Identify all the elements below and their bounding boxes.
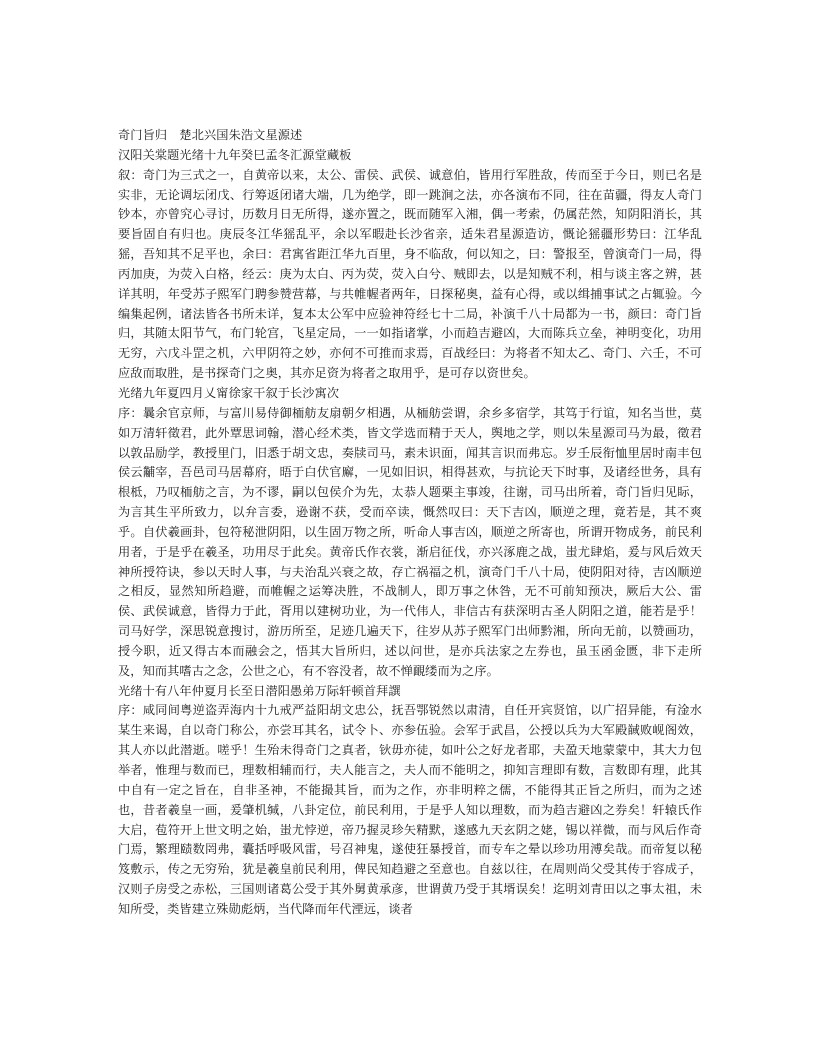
signature-line-guangxu-9: 光绪九年夏四月乂甯徐家干叙于长沙寓次 <box>118 385 340 400</box>
document-text-body <box>118 126 702 920</box>
preface-xu-third-paragraph: 序：咸同间粤逆盗弄海内十九戒严益阳胡文忠公，抚吾鄂锐然以肃清，自任开宾贤馆，以广招异能，有淦水某生来谒，自以奇门称公，亦尝耳其名，试令卜、亦参伍验。会军于武昌，公授以兵为大军殿馘败岘阁效，其人亦以此潜逝。嗟乎！生殆未得奇门之真者，钬毋亦徒，如叶公之好龙者耶，夫盈天地蒙蒙中，其大力包举者，惟理与数而已，理数相辅而行，夫人能言之，夫人而不能明之，抑知言理即有数，言数即有理，此其中自有一定之旨在，自非圣神，不能撮其旨，而为之作，亦非明粹之儒，不能得其正旨之所归，而为之述也，昔者羲皇一画，爰肇机缄，八卦定位，前民利用，于是乎人知以理数，而为趋吉避凶之券矣！轩辕氏作大启，苞符开上世文明之始，蚩尤悖逆，帝乃握灵珍矢精默，遂感九天玄阴之姥，锡以祥微，而与风后作奇门焉，繁理赜数罔弗，囊括呼吸风雷，号召神鬼，遂使狂暴授首，而专车之晕以珍功用溥矣哉。而帝复以秘笈敷示，传之无穷殆，犹是羲皇前民利用，俾民知趋避之至意也。自兹以往，在周则尚父受其传于容成子，汉则子房受之赤松，三国则诸葛公受于其外舅黄承彦，世谓黄乃受于其壻误矣！迄明刘青田以之事太祖，未知所受，类皆建立殊勋彪炳，当代降而年代湮远，谈者 <box>118 703 702 916</box>
preface-xu-paragraph: 叙：奇门为三式之一，自黄帝以来，太公、雷侯、武侯、诚意伯，皆用行军胜敌，传而至于今日，则已名是实非，无论调坛闭戊、行筹返闭诸大端，几为绝学，即一跳涧之法，亦各演布不同，往在苗疆，得友人奇门钞本，亦曾究心寻讨，历数月日无所得，遂亦置之，既而随军入湘，偶一考索，仍属茫然，知阴阳消长，其要旨固自有归也。庚辰冬江华猺乱平，余以军暇赴长沙省亲，适朱君星源造访，慨论猺疆形势曰：江华乱猺，吾知其不足平也，余曰：君寓省距江华九百里，身不临敌，何以知之，曰：警报至，曾演奇门一局，得丙加庚，为荧入白格，经云：庚为太白、丙为荧，荧入白兮、贼即去，以是知贼不利，相与谈主客之辨，甚详其明，年受苏子熙军门聘参赞营幕，与共帷幄者两年，日探秘奥，益有心得，或以缉捕事试之占辄验。今编集起例，诸法皆各书所未详，复本太公军中应验神符经七十二局，补演千八十局都为一书，颜曰：奇门旨归，其随太阳节气，布门轮宫，飞星定局，一一如指诸掌，小而趋吉避凶，大而陈兵立垒，神明变化，功用无穷，六戊斗罡之机，六甲阴符之妙，亦何不可推而求焉，百战经曰：为将者不知太乙、奇门、六壬，不可应敌而取胜，是书探奇门之奥，其亦足资为将者之取用乎，是可存以资世矣。 <box>118 167 702 381</box>
document-title-line: 奇门旨归 楚北兴国朱浩文星源述 <box>118 128 303 142</box>
edition-imprint-line: 汉阳关棠题光绪十九年癸巳孟冬汇源堂藏板 <box>118 147 352 162</box>
signature-line-guangxu-18: 光绪十有八年仲夏月长至日潜阳愚弟万际轩顿首拜譔 <box>118 683 401 698</box>
preface-xu-second-paragraph: 序：曩余官京师，与富川易侍御栭舫友扇朝夕相遇，从栭舫尝谓，余乡多宿学，其笃于行谊，知名当世，莫如万清轩徵君，此外覃思词翰，潜心经术类，皆文学选而精于天人，舆地之学，则以朱星源司马为最，徵君以敦品励学，教授里门，旧悉于胡文忠，奏牍司马，素未识面，闻其言识而弗忘。岁壬辰衔恤里居时南丰包侯云黼宰，吾邑司马居幕府，晤于白伏官廨，一见如旧识，相得甚欢，与抗论天下时事，及诸经世务，具有根柢，乃叹栭舫之言，为不谬，嗣以包侯介为先，太恭人题栗主事竣，往谢，司马出所着，奇门旨归见眎，为言其生平所致力，以弁言委，逊谢不获，受而卒读，慨然叹曰：天下吉凶，顺逆之理，竟若是，其不爽乎。自伏羲画卦，包符秘泄阴阳，以生固万物之所，听命人事吉凶，顺逆之所寄也，所谓开物成务，前民利用者，于是乎在羲圣，功用尽于此矣。黄帝氏作衣裳，渐启征伐，亦兴涿鹿之战，蚩尤肆焰，爰与风后效天神所授符诀，参以天时人事，与夫治乱兴衰之故，存亡祸福之机，演奇门千八十局，使阴阳对待，吉凶顺逆之相反，显然知所趋避，而帷幄之运筹决胜，不战制人，即万事之休咎，无不可前知预决，厥后大公、雷侯、武侯诚意，皆得力于此，胥用以建树功业，为一代伟人，非信古有获深明古圣人阴阳之道，能若是乎！司马好学，深思锐意搜讨，游历所至，足迹几遍天下，往岁从苏子熙军门出师黔湘，所向无前，以赞画功，授今职，近又得古本而融会之，悟其大旨所归，述以问世，是亦兵法家之左券也，虽玉函金匮，非下走所及，知而其嗜古之念，公世之心，有不容没者，故不惮靦缕而为之序。 <box>118 405 702 678</box>
